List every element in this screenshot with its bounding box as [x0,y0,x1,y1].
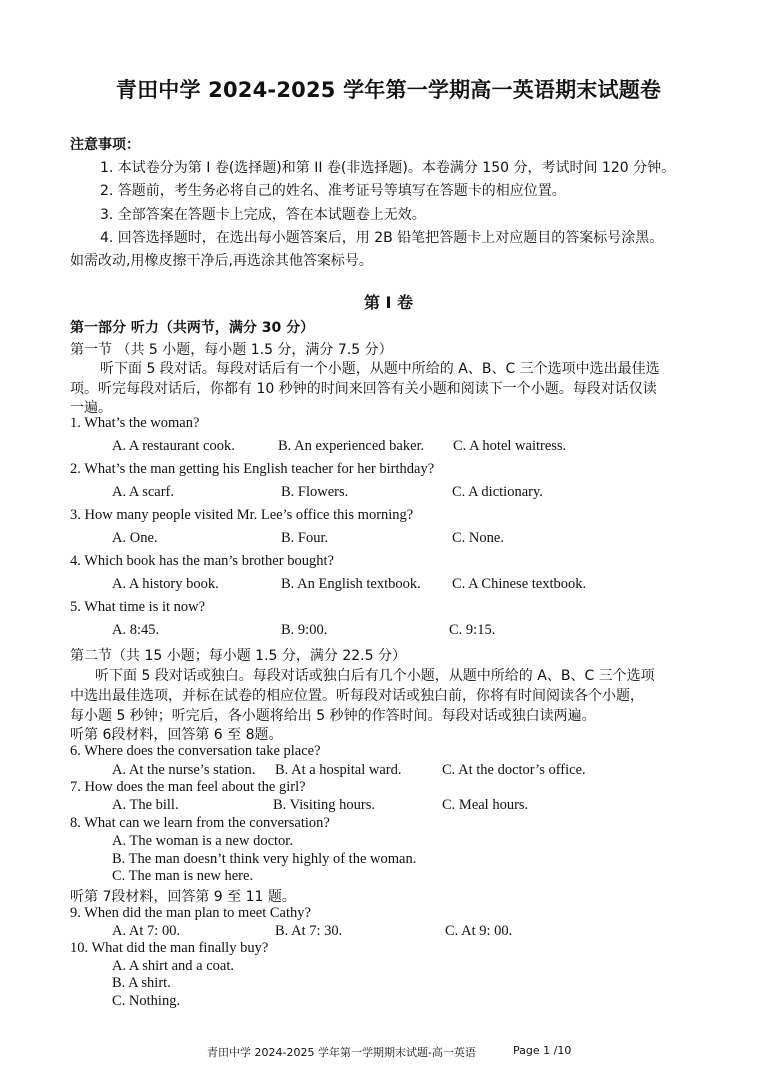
option-c: C. The man is new here. [112,868,254,884]
option-c: C. A Chinese textbook. [452,576,587,592]
option-c: C. Nothing. [112,993,181,1009]
option-a: A. At 7: 00. [112,923,181,939]
question-10: 10. What did the man finally buy? [70,940,269,956]
option-b: B. Flowers. [281,484,349,500]
option-a: A. The woman is a new doctor. [112,833,293,849]
page-title: 青田中学 2024-2025 学年第一学期高一英语期末试题卷 [115,78,662,102]
notice-heading: 注意事项： [70,137,140,153]
option-c: C. A dictionary. [452,484,543,500]
option-b: B. At a hospital ward. [275,762,402,778]
option-a: A. One. [112,530,158,546]
notice-item: 3. 全部答案在答题卡上完成，答在本试题卷上无效。 [100,207,426,223]
instruction-line: 每小题 5 秒钟；听完后，各小题将给出 5 秒钟的作答时间。每段对话或独白读两遍。 [70,708,596,724]
material-instruction: 听第 7段材料，回答第 9 至 11 题。 [70,889,296,905]
option-b: B. At 7: 30. [275,923,343,939]
question-8: 8. What can we learn from the conversation? [70,815,330,831]
option-a: A. 8:45. [112,622,160,638]
option-a: A. A shirt and a coat. [112,958,235,974]
option-b: B. 9:00. [281,622,328,638]
option-a: A. A scarf. [112,484,175,500]
option-b: B. An English textbook. [281,576,421,592]
question-9: 9. When did the man plan to meet Cathy? [70,905,311,921]
instruction-line: 一遍。 [70,400,112,416]
notice-item: 4. 回答选择题时，在选出每小题答案后，用 2B 铅笔把答题卡上对应题目的答案标号涂黑。 [100,230,664,246]
option-c: C. Meal hours. [442,797,529,813]
question-3: 3. How many people visited Mr. Lee’s office this morning? [70,507,414,523]
volume-heading: 第 I 卷 [363,293,414,312]
option-c: C. At the doctor’s office. [442,762,586,778]
page-number: Page 1 /10 [513,1044,572,1057]
instruction-line: 听下面 5 段对话。每段对话后有一个小题，从题中所给的 A、B、C 三个选项中选出最佳选 [100,361,660,377]
option-a: A. The bill. [112,797,179,813]
question-1: 1. What’s the woman? [70,415,200,431]
option-b: B. A shirt. [112,975,171,991]
question-7: 7. How does the man feel about the girl? [70,779,306,795]
section-header: 第二节（共 15 小题；每小题 1.5 分，满分 22.5 分） [70,648,406,664]
question-5: 5. What time is it now? [70,599,206,615]
question-6: 6. Where does the conversation take place? [70,743,321,759]
material-instruction: 听第 6段材料，回答第 6 至 8题。 [70,727,283,743]
option-a: A. A history book. [112,576,219,592]
instruction-line: 中选出最佳选项，并标在试卷的相应位置。听每段对话或独白前，你将有时间阅读各个小题， [70,688,644,704]
notice-item: 2. 答题前，考生务必将自己的姓名、准考证号等填写在答题卡的相应位置。 [100,183,566,199]
notice-item: 如需改动,用橡皮擦干净后,再选涂其他答案标号。 [70,253,373,269]
footer-text: 青田中学 2024-2025 学年第一学期期末试题-高一英语 [207,1046,476,1059]
part-heading: 第一部分 听力（共两节，满分 30 分） [70,320,315,336]
option-c: C. None. [452,530,504,546]
question-2: 2. What’s the man getting his English teacher for her birthday? [70,461,435,477]
option-c: C. At 9: 00. [445,923,513,939]
option-b: B. An experienced baker. [278,438,425,454]
option-b: B. The man doesn’t think very highly of the woman. [112,851,417,867]
option-b: B. Four. [281,530,329,546]
option-c: C. 9:15. [449,622,496,638]
notice-item: 1. 本试卷分为第 I 卷(选择题)和第 II 卷(非选择题)。本卷满分 150 分，考试时间 120 分钟。 [100,160,676,176]
question-4: 4. Which book has the man’s brother bought? [70,553,334,569]
option-b: B. Visiting hours. [273,797,375,813]
instruction-line: 听下面 5 段对话或独白。每段对话或独白后有几个小题，从题中所给的 A、B、C 三个选项 [95,668,655,684]
option-c: C. A hotel waitress. [453,438,567,454]
option-a: A. A restaurant cook. [112,438,235,454]
instruction-line: 项。听完每段对话后，你都有 10 秒钟的时间来回答有关小题和阅读下一个小题。每段对话仅读 [70,381,657,397]
section-header: 第一节 （共 5 小题，每小题 1.5 分，满分 7.5 分） [70,342,393,358]
option-a: A. At the nurse’s station. [112,762,256,778]
